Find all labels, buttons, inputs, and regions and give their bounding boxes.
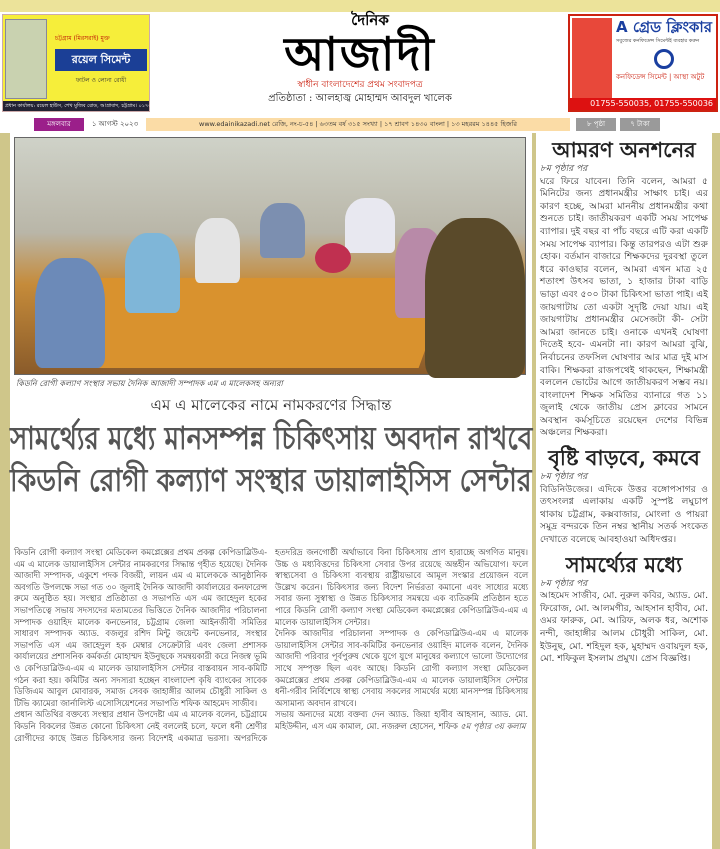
text-run: কিডনি রোগী কল্যাণ সংস্থার ডায়ালাইসিস সেন্টার	[10, 461, 532, 499]
confidence-logo-icon	[654, 49, 674, 69]
logo-dainik: দৈনিক	[351, 11, 389, 29]
kicker: এম এ মালেকের নামে নামকরণের সিদ্ধান্ত	[150, 396, 392, 414]
photo-caption: কিডনি রোগী কল্যাণ সংস্থার সভায় দৈনিক আজাদী সম্পাদক এম এ মালেকসহ অন্যরা	[16, 379, 283, 388]
price: ৭ টাকা	[620, 118, 660, 131]
conference-table	[59, 278, 452, 368]
paragraph-text: সভায় অন্যদের মধ্যে বক্তব্য দেন অ্যাড. জিয়া হাবীব আহসান, অ্যাড. মো. মহিউদ্দীন, এস এম কামাল, মো. নজরুল হোসেন, শফিক	[275, 709, 528, 731]
story-title: সামর্থ্যের মধ্যে	[565, 551, 683, 577]
ad-phone: 01755-550035, 01755-550036	[570, 98, 716, 110]
article-body	[14, 547, 528, 744]
headline-line-1	[10, 417, 532, 459]
story-title: বৃষ্টি বাড়বে, কমবে	[548, 445, 700, 471]
flower-bouquet	[315, 243, 351, 273]
person	[425, 218, 525, 378]
slogan: স্বাধীন বাংলাদেশের প্রথম সংবাদপত্র	[297, 80, 423, 90]
headline	[10, 417, 532, 501]
date: ১ আগস্ট ২০২৩	[91, 120, 139, 128]
paragraph	[275, 709, 528, 732]
person	[195, 218, 240, 283]
story-text: ঘরে ফিরে যাবেন। তিনি বলেন, আমরা ৫ মিনিটের জন্য প্রধানমন্ত্রীর সাক্ষাৎ চাই। এর কারণ হচ্ছে, আমরা মাননীয় প্রধানমন্ত্রীর কথা শুনতে চাই। জাতীয়করণ একটি সময় সাপেক্ষ ব্যাপার। দুই বছর বা পাঁচ বছরে এটি করা একটি সময় সাপেক্ষ ব্যাপার। কিন্তু তারপরও এটা শুরু হোক। বর্তমান বাজারে শিক্ষকদের দুরবস্থা তুলে ধরে কাওছার বলেন, আমরা এখন মাত্র ২৫ শতাংশ উৎসব ভাতা, ১ হাজার টাকা বাড়ি ভাড়া এবং ৫০০ টাকা চিকিৎসা ভাতা পাই। এই জায়গাটায় তো একটা সুদৃষ্টি দেয়া যায়। এই জায়গাটায় প্রধানমন্ত্রীর মেসেজটা কী- সেটা আমরা জানতে চাই। ওনাকে এখনই ঘোষণা দিতেই হবে- এমনটা না। কারণ আমরা বুঝি, নির্বাচনের তফসিল ঘোষণার আর মাত্র দুই মাস বাকি। শিক্ষকরা রাজপথেই থাকছেন, শিক্ষামন্ত্রী বললেন ভোটের আগে জাতীয়করণ সম্ভব নয়। বাংলাদেশ শিক্ষক সমিতির ব্যানারে গত ১১ জুলাই থেকে জাতীয় প্রেস ক্লাবের সামনে অবস্থান কর্মসূচিতে রয়েছেন দেশের বিভিন্ন অঞ্চলের শিক্ষকরা।	[540, 175, 708, 439]
confidence-cement-ad[interactable]	[568, 14, 718, 112]
story-text: আহমেদ সাজীব, মো. নুরুল কবির, অ্যাড. মো. ফিরোজ, মো. আলমগীর, আহসান হাবীব, মো. ওমর ফারুক, মো. আরিফ, অলক ধর, অশোক নন্দী, জাহাঙ্গীর আলম চৌধুরী সাকিল, মো. ইউনুছ, মো. শহিদুল হক, মুহাম্মদ ওবায়দুল হক, মো. শফিকুল ইসলাম প্রমুখ। প্রেস বিজ্ঞপ্তি।	[540, 590, 708, 665]
continued-from: ৮ম পৃষ্ঠার পর	[540, 578, 588, 589]
date-bar	[0, 116, 720, 133]
page-count: ৮ পৃষ্ঠা	[576, 118, 616, 131]
continuation-column	[536, 133, 712, 849]
paragraph: প্রধান অতিথির বক্তব্যে সংস্থার প্রধান উপদেষ্টা এম এ মালেক বলেন, চট্টগ্রামে কিডনি বিকলের উন্নত কোনো চিকিৎসা নেই বললেই চলে, ফলে ধনী শ্রেণীর রোগীদের কাছে উন্নত চিকিৎসার জন্য বিদেশই একমাত্র ভরসা। অপরদিকে হতদরিদ্র জনগোষ্ঠী অর্থাভাবে বিনা চিকিৎসায় প্রাণ হারাচ্ছে অগণিত মানুষ। উচ্চ ও মধ্যবিত্তদের চিকিৎসা সেবার উপর রয়েছে অন্তহীন অভিযোগ। ফলে স্বাস্থ্যসেবা ও চিকিৎসা ব্যবস্থায় রাষ্ট্রীয়ভাবে আমূল সংস্কার প্রয়োজন বলে উল্লেখ করেন। চিকিৎসার জন্য বিদেশ নির্ভরতা কমানো এবং সাধ্যের মধ্যে সবার জন্য সুস্বাস্থ্য ও উন্নত চিকিৎসার সমন্বয়ে এক ব্যতিক্রমি প্রতিষ্ঠান হতে পারে কিডনি রোগী কল্যাণ সংস্থা মেডিকেল কমপ্লেক্সের কেপিডাব্লিউএ-এম এ মালেক ডায়ালাইসিস সেন্টার।	[14, 547, 528, 743]
ad-address: প্রধান কার্যালয়: রয়েল হাউস, শেখ মুজিব রোড, আগ্রাবাদ, চট্টগ্রাম। ০১৭৩০-১০৫৯৭০	[5, 103, 176, 109]
person	[345, 198, 395, 253]
paragraph: দৈনিক আজাদীর পরিচালনা সম্পাদক ও কেপিডাব্লিউএ-এম এ মালেক ডায়ালাইসিস সেন্টার সাব-কমিটির কনভেনার ওয়াহিদ মালেক বলেন, দৈনিক আজাদী পরিবার পূর্বপুরুষ থেকে যুগে যুগে মানুষের কল্যাণে ভালো উদ্যোগের সাথে সম্পৃক্ত ছিল এবং আছে। কিডনি রোগী কল্যাণ সংস্থা মেডিকেল কমপ্লেক্সের প্রথম প্রকল্প কেপিডাব্লিউএ-এম এ মালেক ডায়ালাইসিস সেন্টার ধনী-গরীব নির্বিশেষে স্বাস্থ্য সেবায় সকলের সামর্থের মধ্যে মানসম্পন্ন চিকিৎসায় অসামান্য অবদান রাখবে।	[275, 628, 528, 708]
ad-brand: কনফিডেন্স সিমেন্ট | আস্থা অটুট	[616, 73, 705, 81]
ad-brand: রয়েল সিমেন্ট	[55, 49, 147, 71]
newspaper-logo	[200, 12, 520, 106]
headline-line-2	[10, 459, 532, 501]
cement-bag-image	[5, 19, 47, 99]
masthead-area	[0, 12, 720, 116]
lead-story	[10, 133, 532, 849]
person	[260, 203, 305, 258]
jump-link[interactable]: ৫ম পৃষ্ঠার ৩য় কলাম	[460, 720, 526, 731]
person	[35, 258, 105, 368]
royal-cement-ad[interactable]	[2, 14, 176, 112]
paragraph: কিডনি রোগী কল্যাণ সংস্থা মেডিকেল কমপ্লেক্সের প্রথম প্রকল্প কেপিডাব্লিউএ-এম এ মালেক ডায়ালাইসিস সেন্টার নামকরণের সিদ্ধান্ত গৃহীত হয়েছে। দৈনিক আজাদী সম্পাদক, একুশে পদক বিজয়ী, লায়ন এম এ মালেককে আনুষ্ঠানিক অবগতি উপলক্ষে সভা গত ৩০ জুলাই দৈনিক আজাদী কার্যালয়ের কনফারেন্স রুমে অনুষ্ঠিত হয়। সংস্থার প্রতিষ্ঠাতা ও সভাপতি এস এম জাহেদুল হকের সভাপতিত্বে সভায় সদস্যদের মতামতের ভিত্তিতে দৈনিক আজাদীর পরিচালনা সম্পাদক ওয়াহিদ মালেক কনভেনার, চট্টগ্রাম জেলা আইনজীবী সমিতির সাধারণ সম্পাদক অ্যাড. বজলুর রশিদ মিন্টু জয়েন্ট কনভেনার, সংস্থার সভাপতি এস এম জাহেদুল হক মেম্বার সেক্রেটারি এবং জেলা প্রশাসক কার্যালয়ের প্রশাসনিক কর্মকর্তা মোহাম্মদ ইউনুছকে সমন্বয়কারী করে নিজস্ব ভূমি ও কেপিডাব্লিউএ-এম এ মালেক ডায়ালাইসিস সেন্টার বাস্তবায়ন সাব-কমিটি গঠন করা হয়। কমিটির অন্য সদস্যরা হচ্ছেন বাংলাদেশ কৃষি ব্যাংকের সাবেক ডিজিএম আবুল মোবারক, সমাজ সেবক জাহাঙ্গীর আলম চৌধুরী সাকিল ও টিভি ক্যামেরা জার্নালিস্ট এসোসিয়েশনের সভাপতি শফিক আহমেদ সাজীব।	[14, 547, 267, 708]
ad-sub: ফাটল ও লোনা রোধী	[75, 77, 127, 84]
day-badge: মঙ্গলবার	[34, 118, 84, 131]
ad-grade: A গ্রেড ক্লিংকার	[616, 18, 712, 36]
continued-from: ৮ম পৃষ্ঠার পর	[540, 164, 588, 174]
meeting-photo	[14, 137, 526, 375]
issue-info: www.edainikazadi.net রেজি, নং-চ-৫৪ | ৬৩তম বর্ষ ৩১৫ সংখ্যা | ১৭ শ্রাবণ ১৪৩০ বাংলা | ১৩ মহররম ১৪৪৫ হিজরি	[146, 118, 570, 131]
continued-from: ৮ম পৃষ্ঠার পর	[540, 472, 588, 483]
story-text: বিডিনিউজের। এদিকে উত্তর বঙ্গোপসাগর ও তৎসংলগ্ন এলাকায় একটি সুস্পষ্ট লঘুচাপ থাকায় চট্টগ্রাম, কক্সবাজার, মোংলা ও পায়রা সমুদ্র বন্দরকে তিন নম্বর স্থানীয় সতর্ক সংকেত দেখাতে বলেছে আবহাওয়া অধিদপ্তর।	[540, 483, 708, 546]
text-run: সামর্থ্যের মধ্যে মানসম্পন্ন চিকিৎসায় অবদান রাখবে	[10, 419, 533, 457]
logo-name: আজাদী	[284, 27, 436, 81]
person	[125, 233, 180, 313]
story-title: আমরণ অনশনের	[552, 137, 696, 162]
founder-line: প্রতিষ্ঠাতা : আলহাজ্ব মোহাম্মদ আবদুল খালেক	[268, 93, 452, 104]
ad-tagline: সবুজের কনফিডেন্স সিমেন্টই ব্যবহার করুন	[616, 38, 700, 44]
cement-bag-image	[572, 18, 612, 98]
ad-tagline: চট্টগ্রাম (মিরসরাই) মুক্ত	[55, 35, 110, 42]
